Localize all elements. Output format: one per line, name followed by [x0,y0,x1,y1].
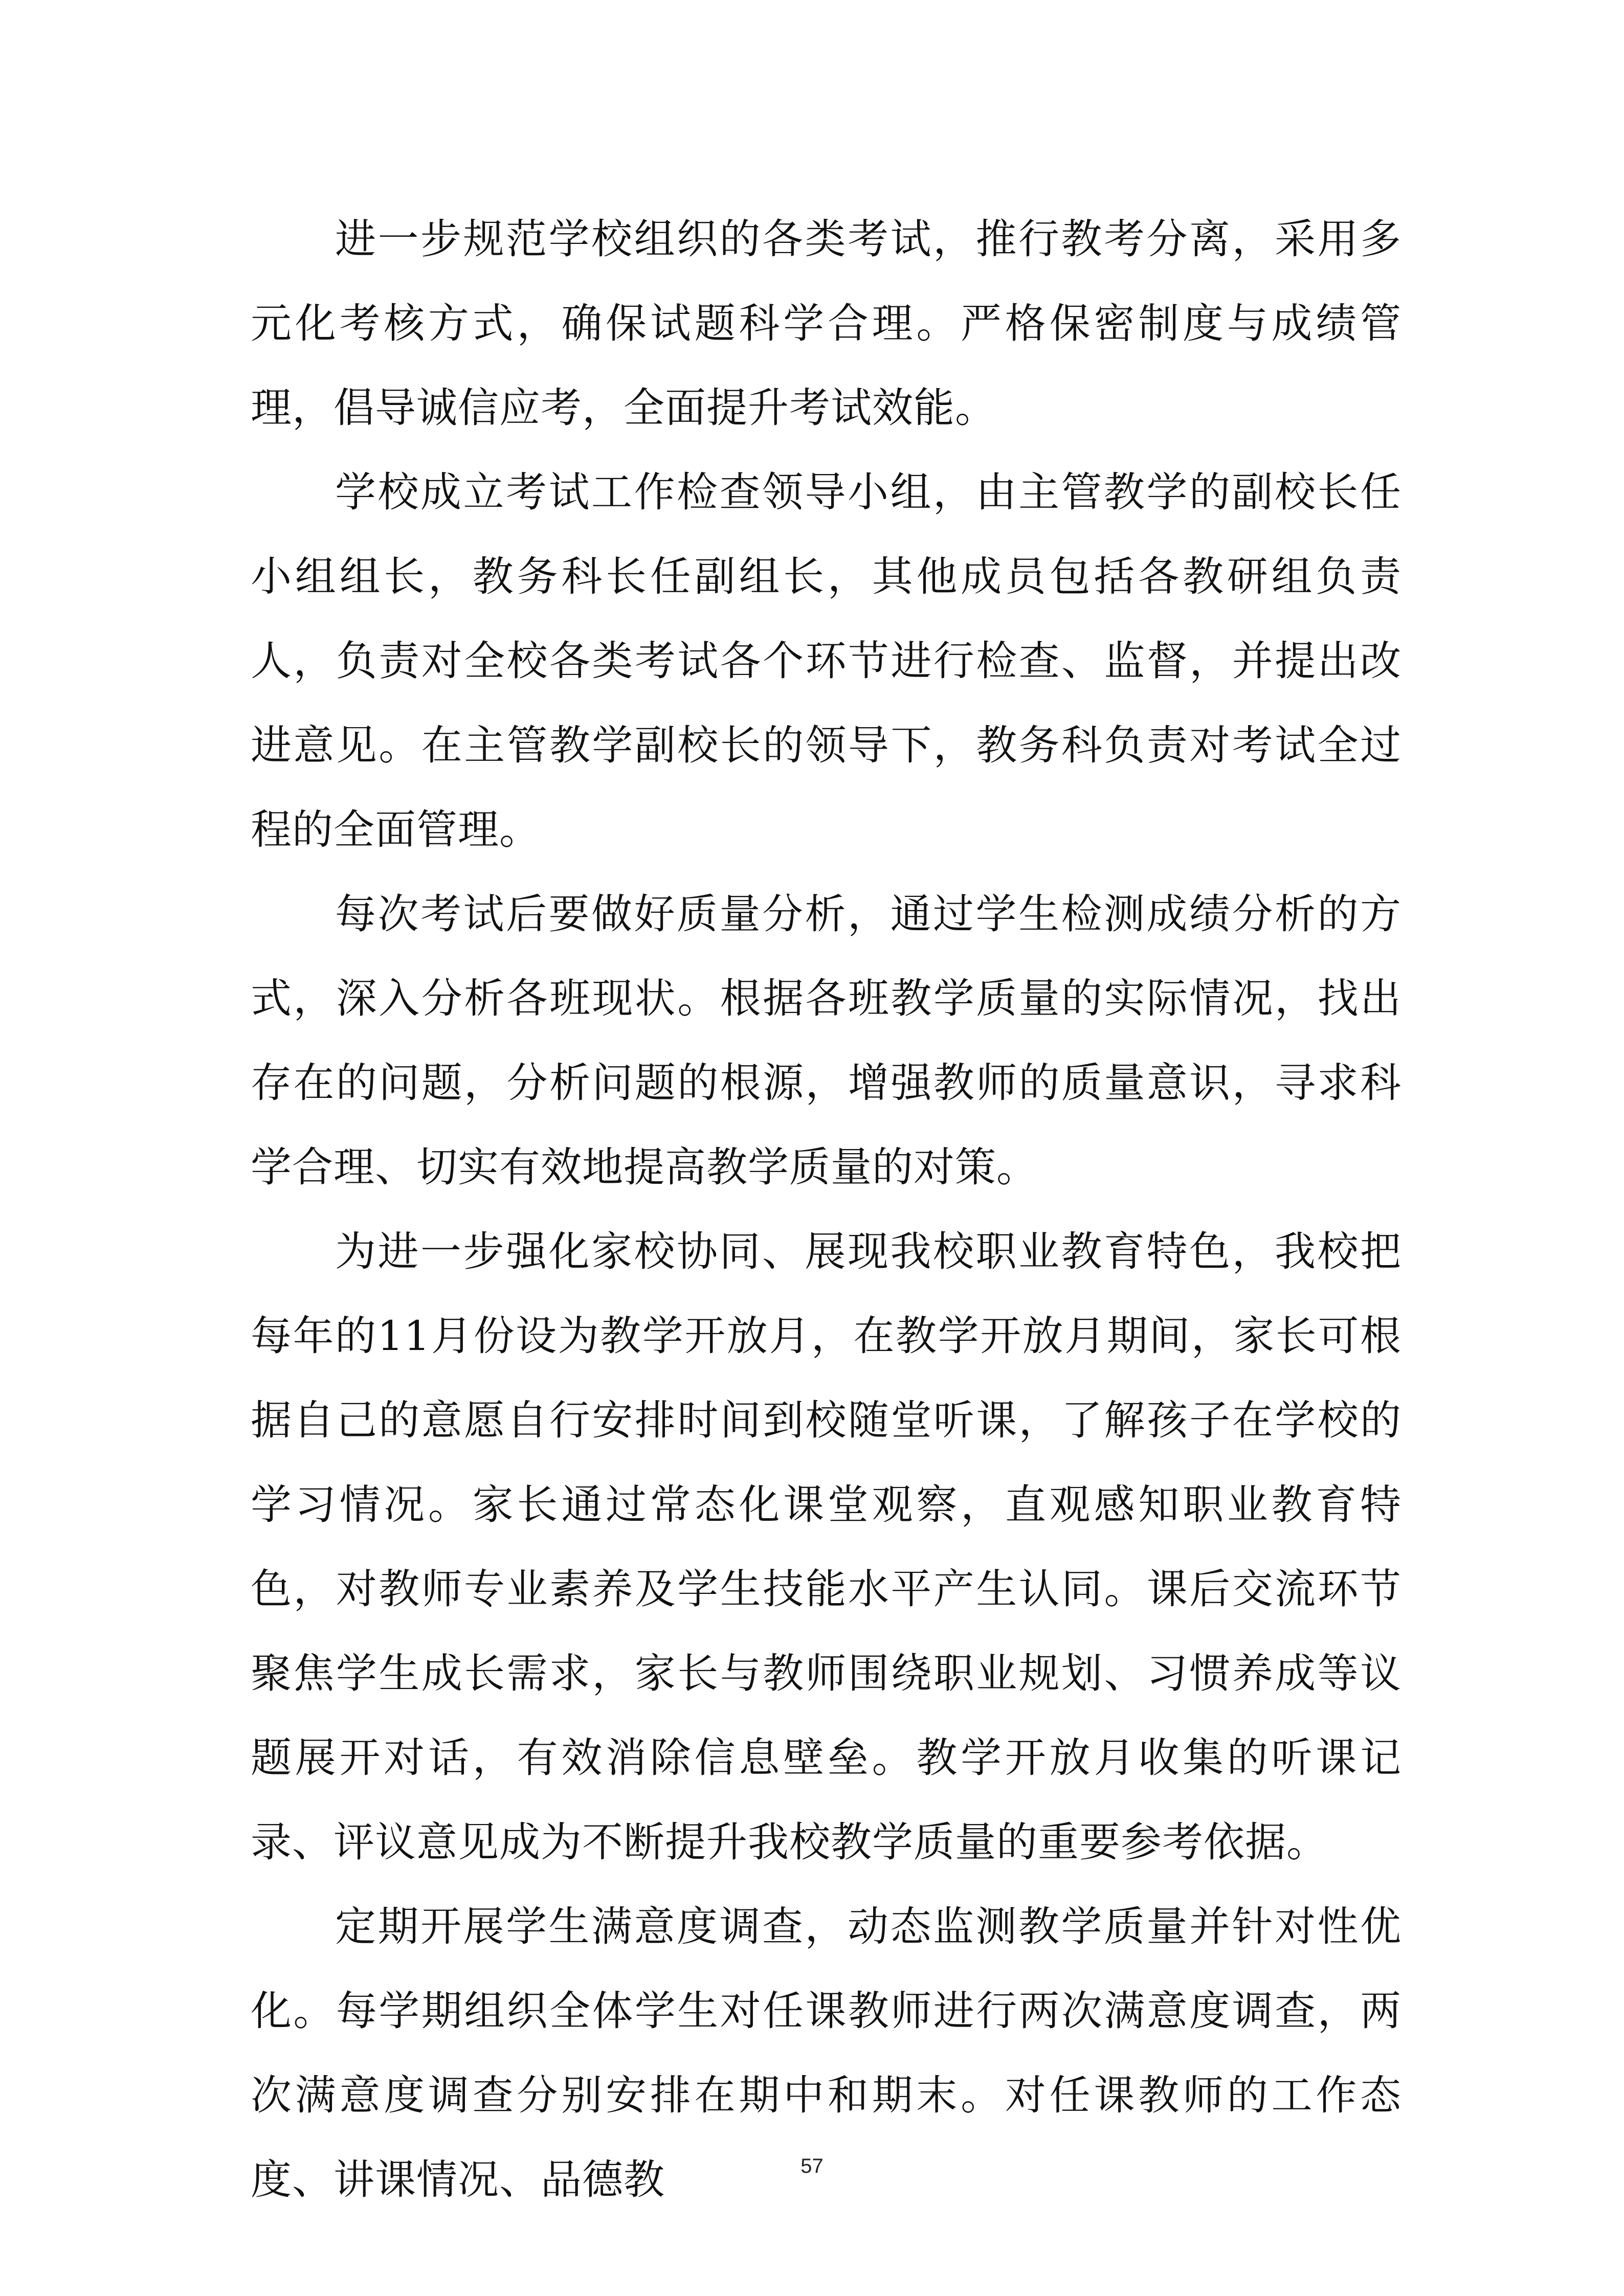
body-text [251,197,1401,2222]
paragraph-exam-inspection-group: 学校成立考试工作检查领导小组，由主管教学的副校长任小组组长，教务科长任副组长，其他成员包括各教研组负责人，负责对全校各类考试各个环节进行检查、监督，并提出改进意见。在主管教学副校长的领导下，教务科负责对考试全过程的全面管理。 [251,468,1401,853]
paragraph-exam-standardization: 进一步规范学校组织的各类考试，推行教考分离，采用多元化考核方式，确保试题科学合理。严格保密制度与成绩管理，倡导诚信应考，全面提升考试效能。 [251,215,1401,432]
page-number: 57 [800,2155,824,2177]
paragraph-quality-analysis: 每次考试后要做好质量分析，通过学生检测成绩分析的方式，深入分析各班现状。根据各班教学质量的实际情况，找出存在的问题，分析问题的根源，增强教师的质量意识，寻求科学合理、切实有效地提高教学质量的对策。 [251,890,1401,1191]
paragraph-open-teaching-month: 为进一步强化家校协同、展现我校职业教育特色，我校把每年的11月份设为教学开放月，在教学开放月期间，家长可根据自己的意愿自行安排时间到校随堂听课，了解孩子在学校的学习情况。家长通过常态化课堂观察，直观感知职业教育特色，对教师专业素养及学生技能水平产生认同。课后交流环节聚焦学生成长需求，家长与教师围绕职业规划、习惯养成等议题展开对话，有效消除信息壁垒。教学开放月收集的听课记录、评议意见成为不断提升我校教学质量的重要参考依据。 [251,1228,1401,1866]
paragraph-satisfaction-survey: 定期开展学生满意度调查，动态监测教学质量并针对性优化。每学期组织全体学生对任课教师进行两次满意度调查，两次满意度调查分别安排在期中和期末。对任课教师的工作态度、讲课情况、品德教 [251,1903,1401,2203]
